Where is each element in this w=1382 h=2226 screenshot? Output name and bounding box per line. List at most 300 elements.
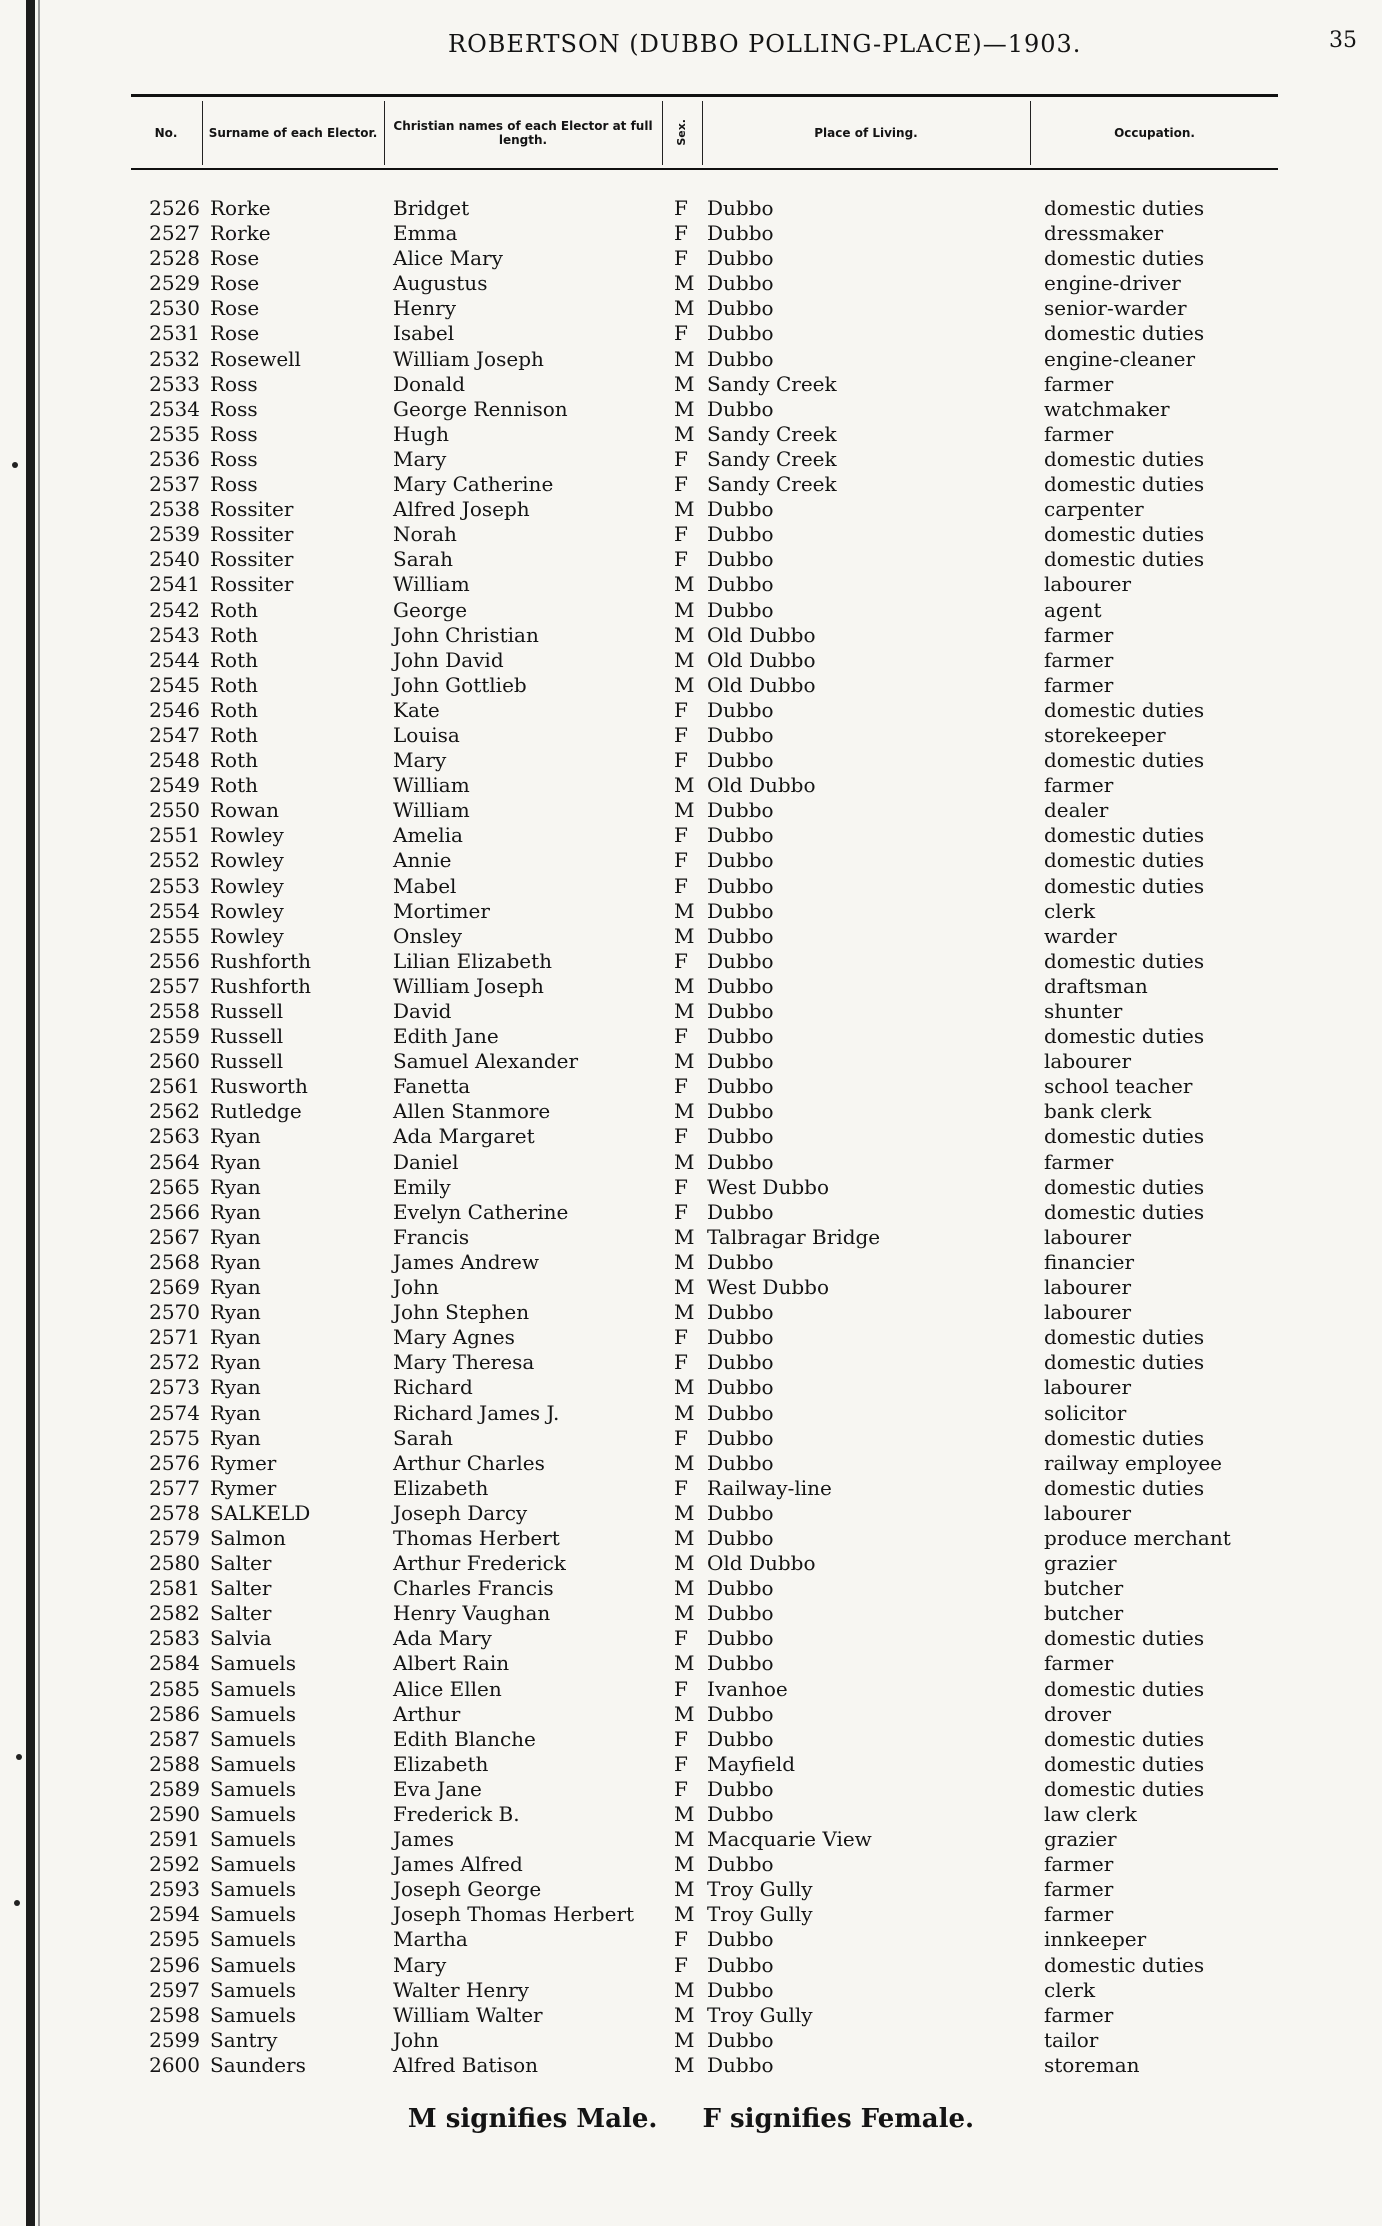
elector-place: Dubbo [707,246,774,271]
elector-occupation: butcher [1044,1601,1124,1626]
elector-surname: Russell [210,1049,284,1074]
elector-occupation: farmer [1044,371,1114,396]
elector-surname: Ryan [210,1149,261,1174]
elector-occupation: law clerk [1044,1802,1137,1826]
elector-place: Talbragar Bridge [707,1224,881,1249]
elector-occupation: farmer [1044,647,1114,672]
elector-place: Dubbo [707,923,774,948]
elector-christian-names: Mary [393,446,447,471]
elector-place: West Dubbo [707,1275,829,1300]
elector-number: 2548 [149,748,200,773]
table-row [0,1300,1382,1325]
elector-christian-names: Alfred Joseph [393,497,530,522]
elector-number: 2531 [149,321,200,346]
elector-place: Dubbo [707,1952,774,1977]
elector-christian-names: John David [393,647,504,672]
elector-number: 2551 [149,823,200,848]
elector-number: 2559 [149,1024,200,1049]
elector-surname: Salter [210,1601,272,1626]
elector-place: Dubbo [707,823,774,848]
elector-number: 2579 [149,1525,200,1550]
elector-christian-names: Emily [393,1174,451,1199]
elector-christian-names: William [393,798,470,823]
elector-surname: Ryan [210,1224,261,1249]
elector-place: Dubbo [707,547,774,572]
elector-christian-names: Augustus [393,271,488,296]
elector-occupation: domestic duties [1044,1475,1205,1500]
elector-christian-names: Albert Rain [393,1651,510,1676]
elector-place: Dubbo [707,1124,774,1149]
elector-number: 2544 [149,647,200,672]
elector-occupation: farmer [1044,1902,1114,1927]
elector-number: 2534 [149,396,200,421]
elector-surname: Ryan [210,1375,261,1400]
elector-place: Dubbo [707,1400,774,1425]
elector-christian-names: Elizabeth [393,1475,489,1500]
elector-sex: M [674,1576,695,1601]
elector-surname: Ross [210,446,258,471]
elector-number: 2539 [149,522,200,547]
elector-number: 2567 [149,1224,200,1249]
elector-place: Dubbo [707,522,774,547]
elector-surname: Rose [210,321,260,346]
elector-place: Dubbo [707,697,774,722]
table-row [0,1626,1382,1651]
elector-occupation: domestic duties [1044,547,1205,572]
elector-number: 2594 [149,1902,200,1927]
table-row [0,848,1382,873]
elector-christian-names: Alfred Batison [393,2052,539,2077]
elector-surname: Rose [210,271,260,296]
elector-surname: Saunders [210,2052,306,2077]
elector-surname: Ryan [210,1249,261,1274]
elector-number: 2563 [149,1124,200,1149]
elector-sex: F [674,1024,688,1049]
elector-place: Dubbo [707,1927,774,1952]
elector-christian-names: Donald [393,371,466,396]
table-row [0,1902,1382,1927]
elector-occupation: drover [1044,1701,1112,1726]
elector-sex: M [674,1450,695,1475]
elector-number: 2584 [149,1651,200,1676]
elector-occupation: domestic duties [1044,1751,1205,1776]
table-row [0,572,1382,597]
elector-place: Dubbo [707,1099,774,1124]
elector-surname: Samuels [210,1927,296,1952]
elector-sex: M [674,2027,695,2052]
elector-occupation: farmer [1044,1877,1114,1902]
elector-christian-names: Henry [393,296,457,321]
elector-sex: M [674,1400,695,1425]
elector-christian-names: Ada Mary [393,1626,492,1651]
elector-occupation: domestic duties [1044,748,1205,773]
table-row [0,974,1382,999]
elector-surname: Ross [210,371,258,396]
elector-occupation: financier [1044,1249,1135,1274]
elector-place: Old Dubbo [707,1551,816,1576]
elector-occupation: domestic duties [1044,948,1205,973]
elector-sex: F [674,196,688,220]
elector-place: Sandy Creek [707,421,837,446]
elector-christian-names: Allen Stanmore [393,1099,551,1124]
elector-place: Dubbo [707,973,774,998]
table-row [0,1375,1382,1400]
elector-occupation: labourer [1044,572,1132,597]
elector-sex: F [674,246,688,271]
elector-number: 2529 [149,271,200,296]
elector-number: 2554 [149,898,200,923]
elector-place: Dubbo [707,271,774,296]
elector-number: 2577 [149,1475,200,1500]
elector-surname: Roth [210,697,259,722]
elector-number: 2556 [149,948,200,973]
elector-place: Dubbo [707,722,774,747]
elector-number: 2566 [149,1199,200,1224]
table-row [0,999,1382,1024]
table-row [0,598,1382,623]
elector-place: Old Dubbo [707,672,816,697]
elector-surname: Samuels [210,1877,296,1902]
elector-occupation: labourer [1044,1275,1132,1300]
elector-number: 2545 [149,672,200,697]
elector-place: Troy Gully [707,2002,813,2027]
elector-sex: F [674,446,688,471]
elector-occupation: grazier [1044,1551,1117,1576]
elector-surname: Rushforth [210,973,312,998]
elector-sex: M [674,1099,695,1124]
elector-sex: F [674,221,688,246]
elector-place: Dubbo [707,1776,774,1801]
elector-sex: M [674,773,695,798]
table-row [0,1150,1382,1175]
elector-sex: F [674,1475,688,1500]
table-row [0,1501,1382,1526]
elector-christian-names: Joseph Darcy [393,1500,528,1525]
elector-occupation: school teacher [1044,1074,1193,1099]
elector-surname: Roth [210,722,259,747]
elector-occupation: clerk [1044,898,1096,923]
elector-christian-names: Onsley [393,923,463,948]
column-header-row [131,94,1278,170]
elector-christian-names: Ada Margaret [393,1124,535,1149]
elector-sex: F [674,1676,688,1701]
elector-number: 2564 [149,1149,200,1174]
elector-occupation: senior-warder [1044,296,1187,321]
elector-occupation: farmer [1044,672,1114,697]
elector-sex: M [674,497,695,522]
elector-place: Troy Gully [707,1902,813,1927]
elector-christian-names: Isabel [393,321,455,346]
elector-number: 2588 [149,1751,200,1776]
table-row [0,1852,1382,1877]
elector-sex: M [674,1601,695,1626]
elector-place: Dubbo [707,196,774,220]
elector-surname: Santry [210,2027,278,2052]
elector-sex: F [674,873,688,898]
table-row [0,347,1382,372]
elector-sex: M [674,973,695,998]
elector-sex: M [674,1852,695,1877]
elector-place: Dubbo [707,296,774,321]
elector-surname: Rose [210,296,260,321]
elector-place: Dubbo [707,597,774,622]
footnote-female: F signifies Female. [702,2104,975,2134]
elector-christian-names: John [393,2027,439,2052]
elector-sex: M [674,1802,695,1826]
elector-number: 2574 [149,1400,200,1425]
footnote-male: M signifies Male. [407,2104,658,2134]
elector-christian-names: Joseph Thomas Herbert [393,1902,635,1927]
elector-surname: Rutledge [210,1099,302,1124]
elector-surname: Samuels [210,1776,296,1801]
elector-place: Macquarie View [707,1827,872,1852]
elector-christian-names: James [393,1827,455,1852]
elector-number: 2587 [149,1726,200,1751]
elector-sex: F [674,321,688,346]
elector-place: Sandy Creek [707,472,837,497]
elector-occupation: innkeeper [1044,1927,1147,1952]
table-row [0,924,1382,949]
table-row [0,422,1382,447]
table-row [0,673,1382,698]
elector-occupation: labourer [1044,1375,1132,1400]
elector-place: Dubbo [707,1425,774,1450]
elector-place: Dubbo [707,848,774,873]
elector-occupation: engine-driver [1044,271,1181,296]
elector-sex: F [674,1199,688,1224]
elector-christian-names: George [393,597,468,622]
elector-occupation: solicitor [1044,1400,1127,1425]
elector-surname: Russell [210,1024,284,1049]
elector-occupation: watchmaker [1044,396,1170,421]
elector-sex: M [674,999,695,1023]
table-row [0,623,1382,648]
elector-surname: Ross [210,396,258,421]
elector-christian-names: Fanetta [393,1074,471,1099]
elector-number: 2530 [149,296,200,321]
elector-surname: Samuels [210,1676,296,1701]
elector-place: Sandy Creek [707,446,837,471]
elector-surname: Rossiter [210,547,294,572]
table-row [0,1074,1382,1099]
elector-number: 2571 [149,1325,200,1350]
elector-number: 2562 [149,1099,200,1124]
elector-sex: F [674,1425,688,1450]
elector-christian-names: Arthur Frederick [393,1551,566,1576]
elector-surname: Ryan [210,1124,261,1149]
elector-place: Mayfield [707,1751,796,1776]
elector-sex: F [674,547,688,572]
table-row [0,1727,1382,1752]
elector-christian-names: David [393,999,452,1023]
elector-christian-names: Emma [393,221,458,246]
elector-sex: F [674,748,688,773]
elector-place: Old Dubbo [707,647,816,672]
elector-number: 2570 [149,1300,200,1325]
elector-christian-names: William Joseph [393,346,544,371]
column-header-sex-label: Sex. [675,119,688,146]
elector-place: Dubbo [707,1024,774,1049]
elector-christian-names: Bridget [393,196,470,220]
elector-place: Dubbo [707,1325,774,1350]
elector-surname: Rymer [210,1450,277,1475]
elector-place: Dubbo [707,1149,774,1174]
elector-sex: F [674,1751,688,1776]
elector-christian-names: Mary Catherine [393,472,554,497]
elector-occupation: carpenter [1044,497,1144,522]
elector-surname: Ross [210,472,258,497]
elector-occupation: labourer [1044,1500,1132,1525]
elector-surname: SALKELD [210,1500,311,1525]
elector-surname: Rowley [210,848,284,873]
elector-number: 2591 [149,1827,200,1852]
elector-number: 2600 [149,2052,200,2077]
table-row [0,1175,1382,1200]
elector-christian-names: Joseph George [393,1877,542,1902]
elector-sex: M [674,1701,695,1726]
elector-christian-names: Frederick B. [393,1802,520,1826]
elector-christian-names: Francis [393,1224,470,1249]
elector-surname: Rorke [210,196,271,220]
elector-number: 2558 [149,999,200,1023]
elector-sex: M [674,1224,695,1249]
table-row [0,1651,1382,1676]
elector-place: Ivanhoe [707,1676,788,1701]
table-row [0,748,1382,773]
elector-surname: Roth [210,647,259,672]
column-header-place: Place of Living. [814,125,918,140]
elector-number: 2532 [149,346,200,371]
elector-surname: Ryan [210,1275,261,1300]
elector-number: 2555 [149,923,200,948]
table-row [0,1827,1382,1852]
elector-surname: Rowley [210,923,284,948]
table-row [0,1350,1382,1375]
elector-surname: Russell [210,999,284,1023]
table-row [0,1877,1382,1902]
table-row [0,522,1382,547]
elector-occupation: domestic duties [1044,1425,1205,1450]
elector-sex: M [674,1651,695,1676]
table-row [0,1927,1382,1952]
elector-surname: Ryan [210,1174,261,1199]
elector-sex: F [674,1927,688,1952]
elector-number: 2595 [149,1927,200,1952]
elector-number: 2592 [149,1852,200,1877]
elector-occupation: domestic duties [1044,873,1205,898]
elector-number: 2540 [149,547,200,572]
table-row [0,899,1382,924]
elector-occupation: domestic duties [1044,1676,1205,1701]
elector-number: 2580 [149,1551,200,1576]
elector-christian-names: Mary [393,748,447,773]
elector-place: Dubbo [707,1802,774,1826]
elector-sex: M [674,1500,695,1525]
elector-surname: Samuels [210,1651,296,1676]
elector-sex: M [674,1249,695,1274]
elector-christian-names: Norah [393,522,457,547]
elector-occupation: domestic duties [1044,246,1205,271]
table-row [0,1978,1382,2003]
elector-christian-names: Mortimer [393,898,490,923]
elector-occupation: bank clerk [1044,1099,1152,1124]
elector-christian-names: Charles Francis [393,1576,554,1601]
elector-christian-names: Martha [393,1927,468,1952]
elector-sex: F [674,722,688,747]
elector-sex: F [674,522,688,547]
elector-occupation: domestic duties [1044,1726,1205,1751]
elector-surname: Ryan [210,1350,261,1375]
elector-number: 2553 [149,873,200,898]
elector-surname: Rymer [210,1475,277,1500]
elector-sex: M [674,1977,695,2002]
elector-occupation: farmer [1044,622,1114,647]
elector-surname: Roth [210,597,259,622]
elector-number: 2569 [149,1275,200,1300]
table-row [0,1426,1382,1451]
elector-place: Dubbo [707,873,774,898]
elector-place: West Dubbo [707,1174,829,1199]
elector-sex: F [674,1350,688,1375]
elector-place: Dubbo [707,1450,774,1475]
elector-surname: Ryan [210,1300,261,1325]
elector-occupation: domestic duties [1044,1325,1205,1350]
elector-number: 2568 [149,1249,200,1274]
elector-number: 2589 [149,1776,200,1801]
elector-surname: Ryan [210,1425,261,1450]
elector-occupation: domestic duties [1044,848,1205,873]
elector-place: Dubbo [707,572,774,597]
table-row [0,1275,1382,1300]
elector-christian-names: Arthur Charles [393,1450,545,1475]
elector-christian-names: Samuel Alexander [393,1049,579,1074]
elector-occupation: labourer [1044,1224,1132,1249]
table-row [0,823,1382,848]
elector-number: 2547 [149,722,200,747]
elector-sex: F [674,1626,688,1651]
elector-surname: Rose [210,246,260,271]
elector-sex: M [674,271,695,296]
elector-christian-names: Eva Jane [393,1776,482,1801]
column-header-sex [663,97,701,168]
elector-occupation: domestic duties [1044,697,1205,722]
elector-sex: M [674,1275,695,1300]
table-row [0,221,1382,246]
elector-surname: Ryan [210,1199,261,1224]
elector-occupation: domestic duties [1044,1952,1205,1977]
elector-occupation: storeman [1044,2052,1140,2077]
elector-sex: M [674,371,695,396]
elector-place: Dubbo [707,1300,774,1325]
elector-number: 2538 [149,497,200,522]
elector-surname: Roth [210,622,259,647]
elector-christian-names: Amelia [393,823,463,848]
page-number: 35 [1329,28,1357,53]
table-row [0,2053,1382,2078]
table-row [0,698,1382,723]
elector-number: 2575 [149,1425,200,1450]
table-row [0,472,1382,497]
elector-surname: Samuels [210,1902,296,1927]
elector-surname: Salmon [210,1525,286,1550]
elector-place: Old Dubbo [707,622,816,647]
elector-christian-names: Mabel [393,873,457,898]
elector-place: Dubbo [707,1525,774,1550]
table-row [0,1099,1382,1124]
elector-christian-names: Richard James J. [393,1400,560,1425]
column-header-christian-names: Christian names of each Elector at full length. [393,118,653,147]
column-header-surname: Surname of each Elector. [208,125,378,140]
